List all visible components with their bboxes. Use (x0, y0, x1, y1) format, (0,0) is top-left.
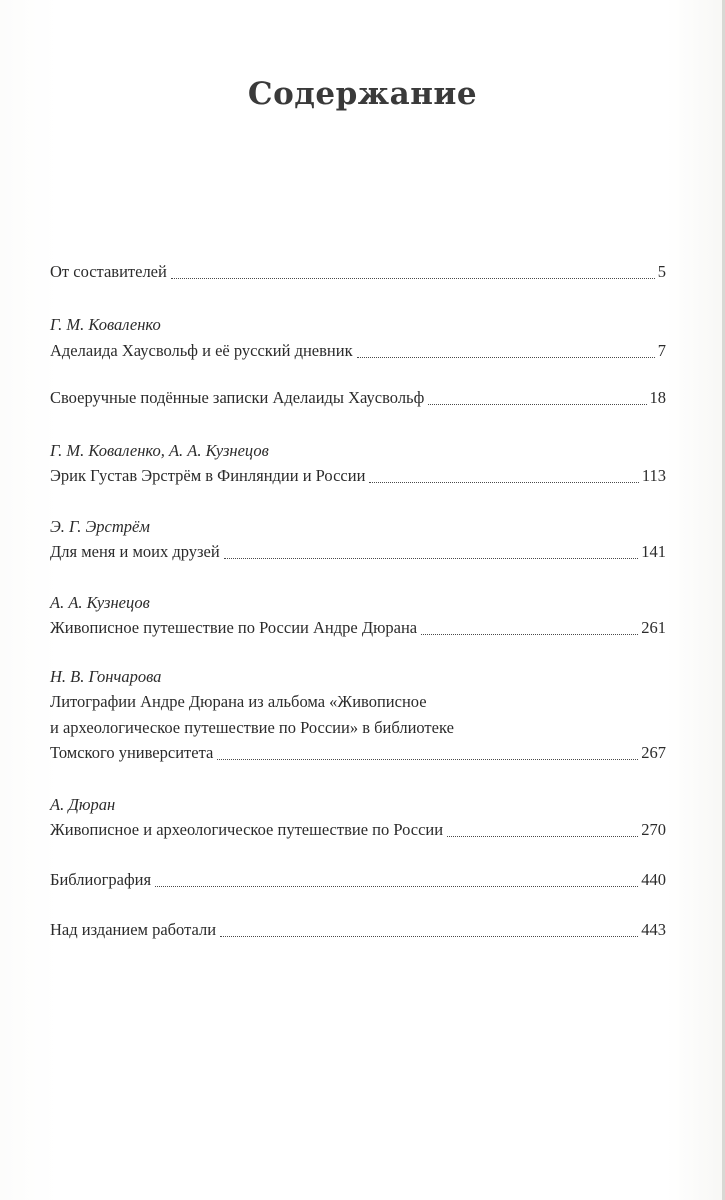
toc-entry-title-line: Литографии Андре Дюрана из альбома «Живописное (50, 692, 427, 711)
dot-leader (217, 758, 638, 760)
toc-page-number: 7 (657, 341, 666, 360)
toc-entry[interactable] (50, 918, 666, 942)
toc-entry-title: Живописное путешествие по России Андре Дюрана (50, 618, 418, 637)
dot-leader (171, 277, 655, 279)
toc-entry[interactable] (50, 818, 666, 842)
dot-leader (369, 481, 638, 483)
toc-entry-title: Живописное и археологическое путешествие по России (50, 820, 444, 839)
toc-entry-title: Своеручные подённые записки Аделаиды Хаусвольф (50, 388, 425, 407)
dot-leader (447, 835, 638, 837)
toc-page-number: 270 (641, 820, 666, 839)
toc-entry[interactable] (50, 741, 666, 765)
toc-page-number: 267 (641, 743, 666, 762)
toc-entry[interactable] (50, 464, 666, 488)
toc-entry-title: Аделаида Хаусвольф и её русский дневник (50, 341, 353, 360)
toc-entry-title: От составителей (50, 262, 167, 281)
dot-leader (428, 403, 646, 405)
toc-entry-title: Над изданием работали (50, 920, 217, 939)
toc-author: А. А. Кузнецов (50, 593, 150, 612)
dot-leader (155, 885, 638, 887)
toc-entry-title: Библиография (50, 870, 152, 889)
toc-author: Э. Г. Эрстрём (50, 517, 150, 536)
dot-leader (357, 356, 655, 358)
toc-page-number: 113 (641, 466, 666, 485)
toc-author: Н. В. Гончарова (50, 667, 162, 686)
toc-page-number: 18 (649, 388, 666, 407)
toc-page-number: 141 (641, 542, 666, 561)
toc-page-number: 440 (641, 870, 666, 889)
dot-leader (220, 935, 638, 937)
toc-page-number: 261 (641, 618, 666, 637)
toc-page-number: 443 (641, 920, 666, 939)
toc-page-number: 5 (657, 262, 666, 281)
toc-author: Г. М. Коваленко (50, 315, 161, 334)
toc-entry-title-line: и археологическое путешествие по России» в библиотеке (50, 718, 454, 737)
dot-leader (421, 633, 638, 635)
toc-entry-title: Для меня и моих друзей (50, 542, 220, 561)
toc-author: Г. М. Коваленко, А. А. Кузнецов (50, 441, 269, 460)
toc-entry[interactable] (50, 616, 666, 640)
toc-entry[interactable] (50, 260, 666, 284)
toc-entry[interactable] (50, 386, 666, 410)
toc-entry[interactable] (50, 868, 666, 892)
dot-leader (224, 557, 639, 559)
toc-entry[interactable] (50, 339, 666, 363)
page-title: Содержание (247, 76, 478, 112)
toc-entry-title: Томского университета (50, 743, 214, 762)
toc-author: А. Дюран (50, 795, 116, 814)
toc-entry[interactable] (50, 540, 666, 564)
toc-entry-title: Эрик Густав Эрстрём в Финляндии и России (50, 466, 366, 485)
